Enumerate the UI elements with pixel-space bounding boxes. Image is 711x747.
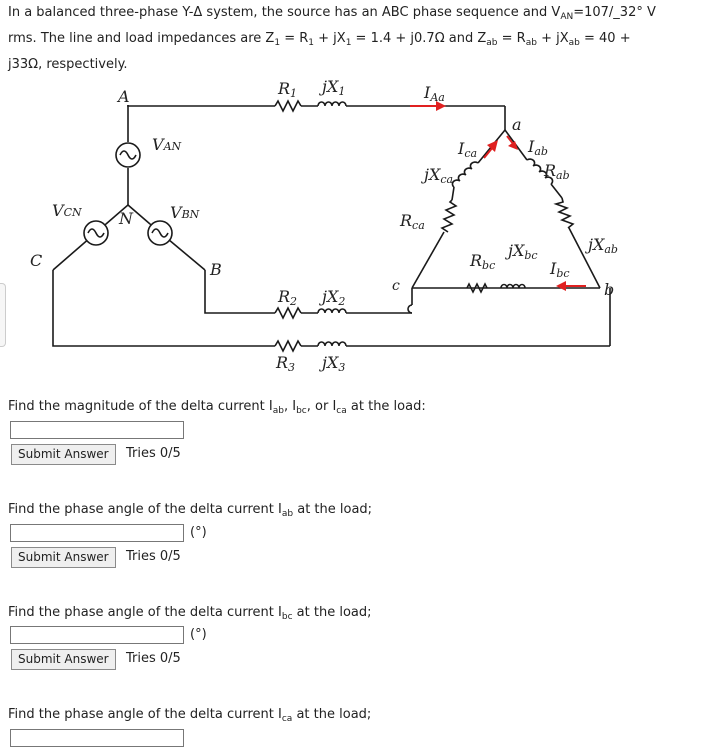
label-vbn: VBN (170, 203, 200, 222)
submit-button-1[interactable]: Submit Answer (11, 444, 116, 465)
tries-counter-2: Tries 0/5 (126, 549, 181, 564)
answer-input-2[interactable] (10, 524, 184, 542)
answer-input-1[interactable] (10, 421, 184, 439)
node-N: N (119, 209, 133, 228)
node-b: b (604, 280, 615, 299)
question-4: Find the phase angle of the delta current $I_{ca}$ at the load; (8, 707, 372, 724)
intro-line-2: rms. The line and load impedances are $Z_1 = R_1 + jX_1 = 1.4 + j0.7\Omega$ and $Z_{ab} = R_{ab} + jX_{ab} = 40$ + (8, 31, 631, 48)
tries-counter-3: Tries 0/5 (126, 651, 181, 666)
problem-statement (8, 2, 698, 76)
unit-label-3: (°) (190, 627, 207, 642)
question-3: Find the phase angle of the delta current $I_{bc}$ at the load; (8, 605, 372, 622)
question-1: Find the magnitude of the delta current $I_{ab}$, $I_{bc}$, or $I_{ca}$ at the load: (8, 399, 426, 416)
label-r1: R1 (278, 79, 298, 100)
label-jx3: jX3 (322, 353, 346, 374)
node-C: C (30, 251, 43, 270)
answer-input-4[interactable] (10, 729, 184, 747)
node-c: c (392, 278, 400, 294)
submit-button-3[interactable]: Submit Answer (11, 649, 116, 670)
label-rca: Rca (400, 211, 425, 232)
node-a: a (512, 115, 522, 134)
label-iaa: IAa (424, 83, 445, 104)
label-rbc: Rbc (470, 251, 496, 272)
label-jxbc: jXbc (508, 241, 538, 262)
label-iab: Iab (528, 137, 548, 158)
label-rab: Rab (544, 161, 570, 182)
circuit-diagram (0, 75, 711, 385)
intro-line-3: j33Ω, respectively. (8, 57, 128, 72)
submit-button-2[interactable]: Submit Answer (11, 547, 116, 568)
label-ibc: Ibc (550, 259, 570, 280)
label-vcn: VCN (52, 201, 82, 220)
label-van: VAN (152, 135, 182, 154)
node-B: B (210, 260, 222, 279)
label-jxca: jXca (424, 165, 454, 186)
label-jx1: jX1 (322, 77, 346, 98)
intro-line-1: In a balanced three-phase Y-Δ system, the source has an ABC phase sequence and $V_{AN}=107/\_32^\circ$ V (8, 5, 656, 22)
question-2: Find the phase angle of the delta current $I_{ab}$ at the load; (8, 502, 373, 519)
answer-input-3[interactable] (10, 626, 184, 644)
label-ica: Ica (458, 139, 478, 160)
node-A: A (118, 87, 130, 106)
label-r3: R3 (276, 353, 296, 374)
label-r2: R2 (278, 287, 298, 308)
label-jx2: jX2 (322, 287, 346, 308)
unit-label-2: (°) (190, 525, 207, 540)
tries-counter-1: Tries 0/5 (126, 446, 181, 461)
label-jxab: jXab (588, 235, 618, 256)
